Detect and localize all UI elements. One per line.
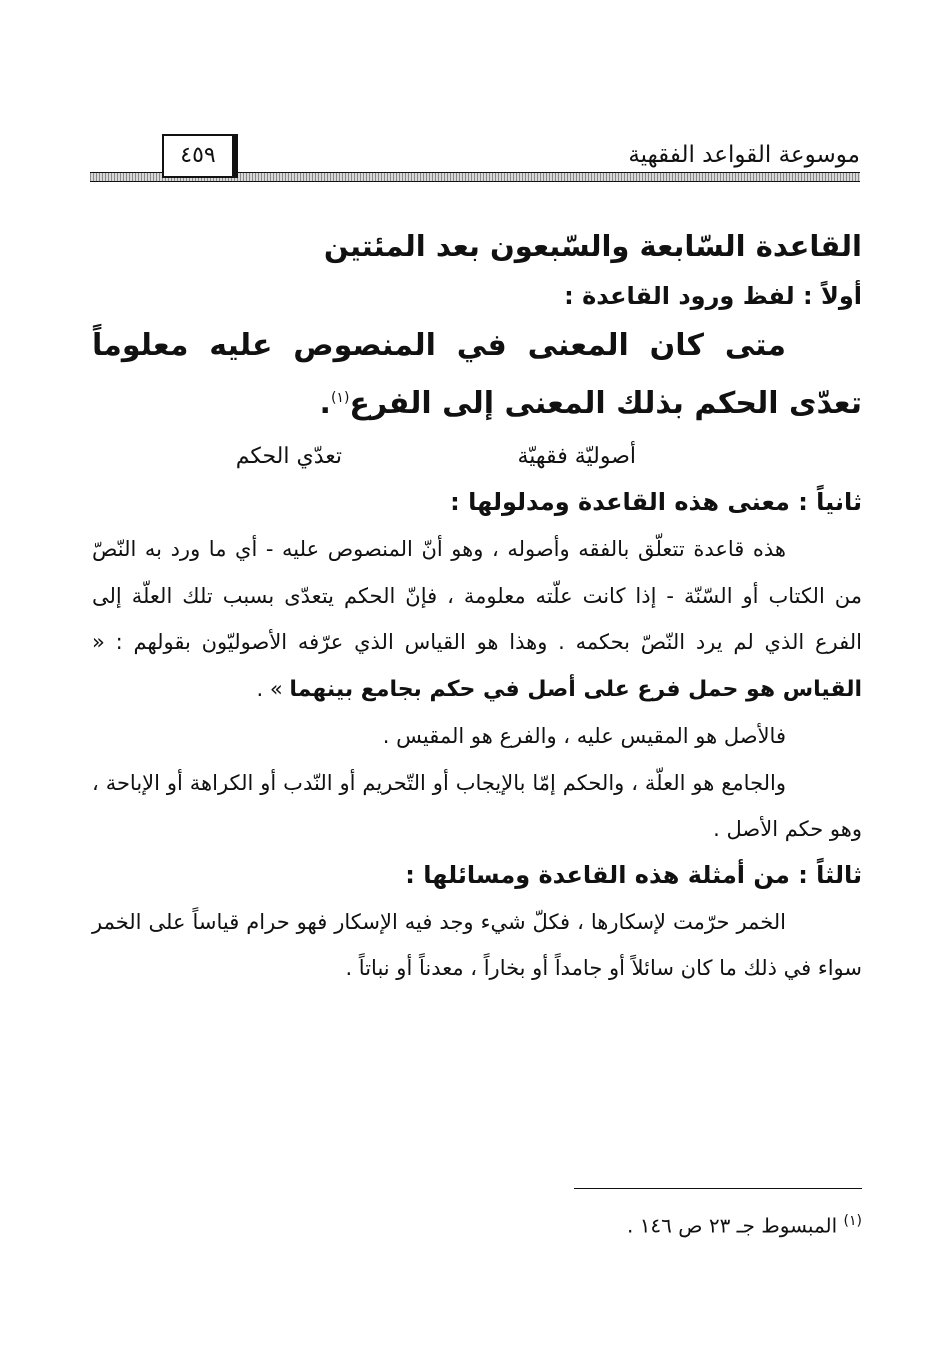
asl-far-paragraph: فالأصل هو المقيس عليه ، والفرع هو المقيس . <box>382 724 786 748</box>
section-heading-examples: ثالثاً : من أمثلة هذه القاعدة ومسائلها : <box>405 860 862 889</box>
rule-title: القاعدة السّابعة والسّبعون بعد المئتين <box>323 229 862 263</box>
page-number: ٤٥٩ <box>180 143 216 168</box>
rule-statement <box>92 320 862 430</box>
footnote-reference: (١) <box>330 390 350 406</box>
meaning-end: » . <box>256 676 283 701</box>
rule-statement-end: . <box>319 386 331 421</box>
footnote-marker: (١) <box>843 1213 862 1229</box>
qiyas-definition: القياس هو حمل فرع على أصل في حكم بجامع بينهما <box>289 676 862 702</box>
jami-hukm-paragraph: والجامع هو العلّة ، والحكم إمّا بالإيجاب أو التّحريم أو النّدب أو الكراهة أو الإباحة ، وهو حكم الأصل . <box>92 770 862 841</box>
meaning-text: هذه قاعدة تتعلّق بالفقه وأصوله ، وهو أنّ المنصوص عليه - أي ما ورد به النّصّ من الكتاب أو السّنّة - إذا كانت علّته معلومة ، فإنّ الحكم يتعدّى بسبب تلك العلّة إلى الفرع الذي لم يرد النّصّ بحكمه . وهذا هو القياس الذي عرّفه الأصوليّون بقولهم : « <box>92 537 862 654</box>
section-heading-meaning: ثانياً : معنى هذه القاعدة ومدلولها : <box>450 488 862 516</box>
page-header <box>90 134 860 184</box>
footnote <box>627 1206 862 1241</box>
rule-statement-text: متى كان المعنى في المنصوص عليه معلوماً تعدّى الحكم بذلك المعنى إلى الفرع <box>92 328 862 421</box>
page-number-box <box>162 134 238 178</box>
meaning-paragraph <box>92 526 862 713</box>
tag-category: أصوليّة فقهيّة <box>517 444 636 469</box>
footnote-divider <box>574 1188 862 1189</box>
tag-topic: تعدّي الحكم <box>235 444 342 469</box>
book-title: موسوعة القواعد الفقهية <box>628 142 860 168</box>
section-heading-wording: أولاً : لفظ ورود القاعدة : <box>564 282 862 310</box>
footnote-text: المبسوط جـ ٢٣ ص ١٤٦ . <box>626 1213 838 1238</box>
example-paragraph: الخمر حرّمت لإسكارها ، فكلّ شيء وجد فيه الإسكار فهو حرام قياساً على الخمر سواء في ذلك ما كان سائلاً أو جامداً أو بخاراً ، معدناً أو نباتاً . <box>92 909 862 980</box>
rule-tags <box>92 434 862 480</box>
page-body <box>92 226 862 992</box>
